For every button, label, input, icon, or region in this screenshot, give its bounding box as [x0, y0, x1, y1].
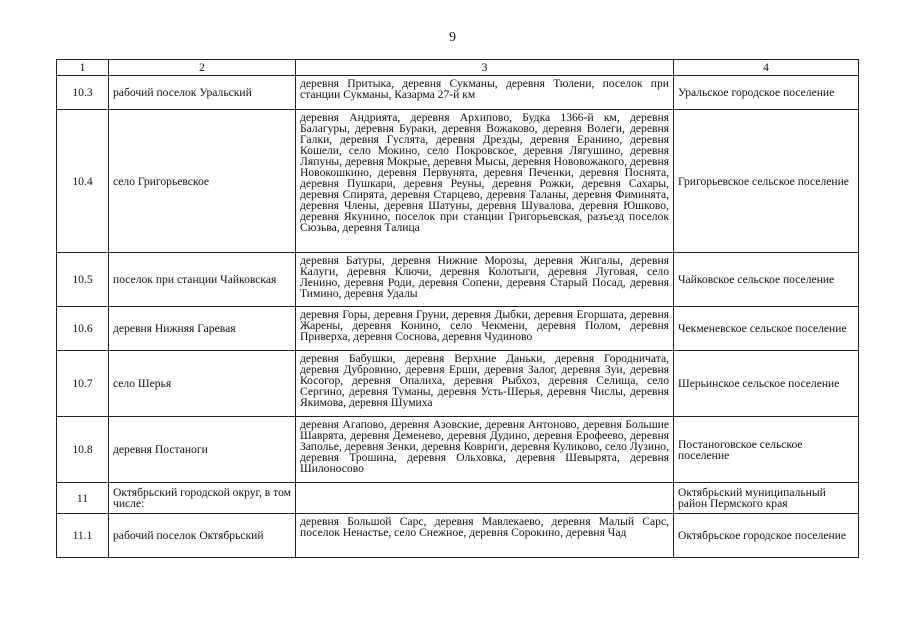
table-row	[57, 76, 859, 110]
locality-name: деревня Нижняя Гаревая	[109, 307, 296, 351]
locality-name: рабочий поселок Октябрьский	[109, 514, 296, 558]
header-row	[57, 60, 859, 76]
table-row	[57, 417, 859, 483]
column-header-2: 2	[109, 60, 296, 76]
settlement-list: деревня Андрията, деревня Архипово, Будка 1366-й км, деревня Балагуры, деревня Бураки, деревня Вожаково, деревня Волеги, деревня Галки, деревня Гуслята, деревня Дрезды, деревня Еранино, деревня Кошели, село Мокино, село Покровское, деревня Лягушино, деревня Ляпуны, деревня Мокрые, деревня Мысы, деревня Нововожакого, деревня Новокошкино, деревня Первунята, деревня Печенки, деревня Поснята, деревня Пушкари, деревня Реуны, деревня Рожки, деревня Сахары, деревня Спирята, деревня Старцево, деревня Таланы, деревня Фиминята, деревня Члены, деревня Шатуны, деревня Шувалова, деревня Юшково, деревня Якунино, поселок при станции Григорьевская, разъезд поселок Сюзьва, деревня Талица	[296, 110, 674, 253]
locality-name: рабочий поселок Уральский	[109, 76, 296, 110]
table-row	[57, 110, 859, 253]
row-number: 11	[57, 483, 109, 514]
row-number: 11.1	[57, 514, 109, 558]
table-row	[57, 253, 859, 307]
municipality-name: Григорьевское сельское поселение	[674, 110, 859, 253]
table-row	[57, 514, 859, 558]
municipality-name: Уральское городское поселение	[674, 76, 859, 110]
row-number: 10.7	[57, 351, 109, 417]
locality-name: село Шерья	[109, 351, 296, 417]
row-number: 10.8	[57, 417, 109, 483]
column-header-3: 3	[296, 60, 674, 76]
locality-name: село Григорьевское	[109, 110, 296, 253]
locality-name: Октябрьский городской округ, в том числе:	[109, 483, 296, 514]
column-header-4: 4	[674, 60, 859, 76]
municipality-name: Чайковское сельское поселение	[674, 253, 859, 307]
settlement-list: деревня Большой Сарс, деревня Мавлекаево, деревня Малый Сарс, поселок Ненастье, село Снежное, деревня Сорокино, деревня Чад	[296, 514, 674, 558]
settlement-list: деревня Батуры, деревня Нижние Морозы, деревня Жигалы, деревня Калуги, деревня Ключи, деревня Колотыги, деревня Луговая, село Ленино, деревня Роди, деревня Сопени, деревня Старый Посад, деревня Тимино, деревня Удалы	[296, 253, 674, 307]
page-number: 9	[449, 30, 456, 45]
locality-name: поселок при станции Чайковская	[109, 253, 296, 307]
municipality-name: Шерьинское сельское поселение	[674, 351, 859, 417]
table-row	[57, 307, 859, 351]
table-row	[57, 483, 859, 514]
locality-name: деревня Постаноги	[109, 417, 296, 483]
row-number: 10.5	[57, 253, 109, 307]
column-header-1: 1	[57, 60, 109, 76]
settlement-list	[296, 483, 674, 514]
municipality-name: Постаноговское сельское поселение	[674, 417, 859, 483]
settlements-table	[56, 59, 859, 558]
settlement-list: деревня Горы, деревня Груни, деревня Дыбки, деревня Егоршата, деревня Жарены, деревня Конино, село Чекмени, деревня Полом, деревня Приверха, деревня Соснова, деревня Чудиново	[296, 307, 674, 351]
settlement-list: деревня Бабушки, деревня Верхние Даньки, деревня Городничата, деревня Дубровино, деревня Ерши, деревня Залог, деревня Зуи, деревня Косогор, деревня Опалиха, деревня Рыбхоз, деревня Селища, село Сергино, деревня Туманы, деревня Усть-Шерья, деревня Числы, деревня Якимова, деревня Шумиха	[296, 351, 674, 417]
municipality-name: Чекменевское сельское поселение	[674, 307, 859, 351]
table-row	[57, 351, 859, 417]
row-number: 10.3	[57, 76, 109, 110]
settlement-list: деревня Притыка, деревня Сукманы, деревня Тюлени, поселок при станции Сукманы, Казарма 27-й км	[296, 76, 674, 110]
row-number: 10.4	[57, 110, 109, 253]
municipality-name: Октябрьский муниципальный район Пермского края	[674, 483, 859, 514]
municipality-name: Октябрьское городское поселение	[674, 514, 859, 558]
settlement-list: деревня Агапово, деревня Азовские, деревня Антоново, деревня Большие Шаврята, деревня Деменево, деревня Дудино, деревня Ерофеево, деревня Заполье, деревня Зенки, деревня Ковриги, деревня Куликово, село Лузино, деревня Трошина, деревня Ольховка, деревня Шевырята, деревня Шилоносово	[296, 417, 674, 483]
row-number: 10.6	[57, 307, 109, 351]
